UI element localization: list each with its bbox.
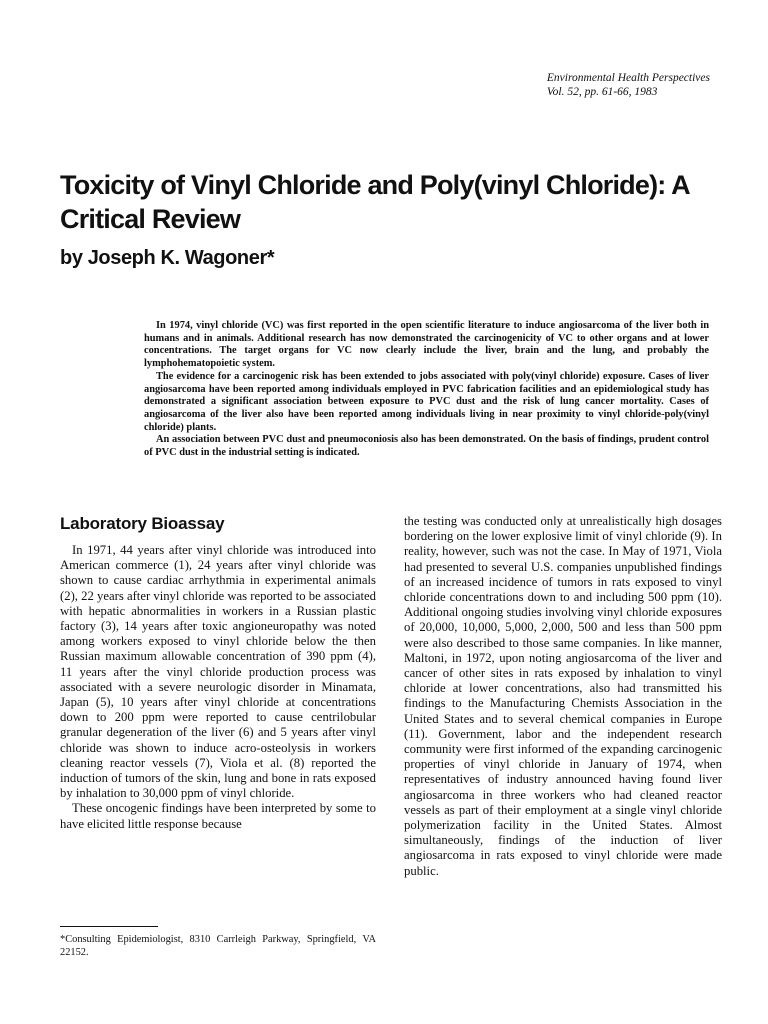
- right-column: [404, 514, 722, 879]
- journal-citation: [547, 72, 710, 99]
- footnote: *Consulting Epidemiologist, 8310 Carrleigh Parkway, Springfield, VA 22152.: [60, 934, 376, 958]
- abstract: [144, 320, 709, 460]
- footnote-divider: [60, 926, 158, 927]
- body-paragraph: These oncogenic findings have been interpreted by some to have elicited little response because: [60, 801, 376, 831]
- article-title: Toxicity of Vinyl Chloride and Poly(vinyl Chloride): A Critical Review: [60, 170, 689, 234]
- left-column: [60, 514, 376, 832]
- author-byline: by Joseph K. Wagoner*: [60, 247, 275, 269]
- abstract-paragraph: In 1974, vinyl chloride (VC) was first reported in the open scientific literature to induce angiosarcoma of the liver both in humans and in animals. Additional research has now demonstrated the carcinogenicity of VC to other organs and at lower concentrations. The target organs for VC now clearly include the liver, brain and the lung, and probably the lymphohematopoietic system.: [144, 320, 709, 370]
- journal-volume: Vol. 52, pp. 61-66, 1983: [546, 85, 658, 98]
- journal-name: Environmental Health Perspectives: [546, 72, 710, 84]
- body-paragraph: the testing was conducted only at unrealistically high dosages bordering on the lower explosive limit of vinyl chloride (9). In reality, however, such was not the case. In May of 1971, Viola had presented to several U.S. companies unpublished findings of an increased incidence of tumors in rats exposed to vinyl chloride concentrations down to and including 500 ppm (10). Additional ongoing studies involving vinyl chloride exposures of 20,000, 10,000, 5,000, 2,000, 500 and less than 500 ppm were also described to those same companies. In like manner, Maltoni, in 1972, upon noting angiosarcoma of the liver and cancer of other sites in rats exposed by inhalation to vinyl chloride at lower concentrations, also had transmitted his findings to the Manufacturing Chemists Association in the United States and to several chemical companies in Europe (11). Government, labor and the independent research community were first informed of the expanding carcinogenic properties of vinyl chloride in January of 1974, when representatives of industry announced having found liver angiosarcoma in three workers who had cleaned reactor vessels as part of their employment at a single vinyl chloride polymerization facility in the United States. Almost simultaneously, findings of the induction of liver angiosarcoma in rats exposed to vinyl chloride were made public.: [404, 514, 722, 878]
- section-heading: Laboratory Bioassay: [60, 514, 225, 533]
- body-paragraph: In 1971, 44 years after vinyl chloride was introduced into American commerce (1), 24 years after vinyl chloride was shown to cause cardiac arrhythmia in experimental animals (2), 22 years after vinyl chloride was reported to be associated with hepatic abnormalities in workers in a Russian plastic factory (3), 14 years after toxic angioneuropathy was noted among workers exposed to vinyl chloride below the then Russian maximum allowable concentration of 390 ppm (4), 11 years after the vinyl chloride production process was associated with a severe neurologic disorder in Minamata, Japan (5), 10 years after vinyl chloride at concentrations down to 200 ppm were reported to cause centrilobular granular degeneration of the liver (6) and 5 years after vinyl chloride was shown to induce acro-osteolysis in workers cleaning reactor vessels (7), Viola et al. (8) reported the induction of tumors of the skin, lung and bone in rats exposed by inhalation to 30,000 ppm of vinyl chloride.: [60, 543, 377, 801]
- abstract-paragraph: An association between PVC dust and pneumoconiosis also has been demonstrated. On the basis of findings, prudent control of PVC dust in the industrial setting is indicated.: [144, 434, 709, 459]
- abstract-paragraph: The evidence for a carcinogenic risk has been extended to jobs associated with poly(vinyl chloride) exposure. Cases of liver angiosarcoma have been reported among individuals employed in PVC fabrication facilities and an epidemiological study has demonstrated a significant association between exposure to PVC dust and the risk of lung cancer mortality. Cases of angiosarcoma of the liver also have been reported among individuals living in near proximity to vinyl chloride-poly(vinyl chloride) plants.: [144, 370, 709, 433]
